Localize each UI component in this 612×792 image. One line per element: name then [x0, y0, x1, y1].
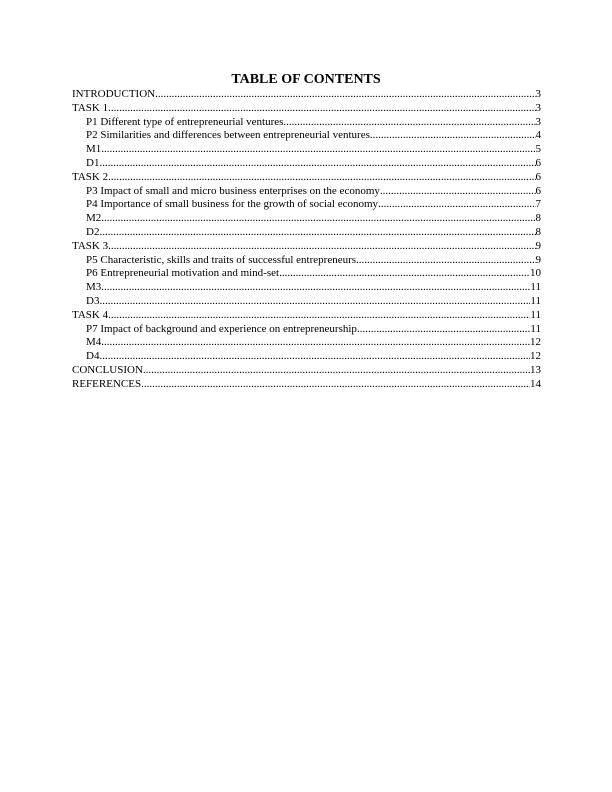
toc-dot-leader	[101, 281, 530, 295]
toc-dot-leader	[108, 171, 535, 185]
toc-entry[interactable]	[72, 295, 541, 309]
toc-dot-leader	[99, 157, 535, 171]
toc-dot-leader	[101, 212, 535, 226]
toc-entry-label: P5 Characteristic, skills and traits of successful entrepreneurs	[86, 253, 357, 266]
toc-dot-leader	[279, 267, 530, 281]
toc-entry-page-number: 6	[535, 184, 541, 197]
toc-dot-leader	[357, 323, 530, 337]
toc-entry[interactable]	[72, 309, 541, 323]
toc-entry-page-number: 7	[535, 198, 541, 211]
toc-entry-page-number: 3	[535, 88, 541, 100]
toc-entry-page-number: 3	[535, 101, 541, 114]
toc-entry-label: P4 Importance of small business for the growth of social economy	[86, 198, 379, 211]
toc-entry-page-number: 12	[530, 336, 541, 349]
toc-entry[interactable]	[72, 226, 541, 240]
toc-entry[interactable]	[72, 323, 541, 337]
toc-dot-leader	[108, 309, 530, 323]
toc-entry-label: D3	[86, 294, 100, 307]
toc-entry-label: REFERENCES	[72, 377, 142, 390]
toc-entry[interactable]	[72, 157, 541, 171]
toc-entry-label: TASK 2	[72, 170, 109, 183]
toc-entry[interactable]	[72, 143, 541, 157]
toc-entry[interactable]	[72, 212, 541, 226]
toc-entry-label: P1 Different type of entrepreneurial ventures	[86, 115, 284, 128]
toc-entry-label: D1	[86, 156, 100, 169]
toc-entry-label: INTRODUCTION	[72, 88, 156, 100]
toc-dot-leader	[155, 88, 535, 102]
toc-dot-leader	[380, 185, 536, 199]
toc-dot-leader	[143, 364, 530, 378]
toc-entry-page-number: 5	[535, 143, 541, 156]
toc-dot-leader	[370, 129, 536, 143]
toc-entry-label: M2	[86, 212, 102, 225]
toc-entry[interactable]	[72, 129, 541, 143]
toc-entry-page-number: 6	[535, 170, 541, 183]
toc-dot-leader	[378, 198, 535, 212]
toc-entry-page-number: 6	[535, 156, 541, 169]
toc-entry-page-number: 13	[530, 363, 541, 376]
toc-entry[interactable]	[72, 254, 541, 268]
toc-entry-label: D2	[86, 225, 100, 238]
toc-dot-leader	[99, 226, 535, 240]
toc-entry-label: TASK 1	[72, 101, 109, 114]
toc-entry[interactable]	[72, 267, 541, 281]
toc-entry[interactable]	[72, 350, 541, 364]
toc-dot-leader	[108, 102, 535, 116]
toc-dot-leader	[108, 240, 535, 254]
toc-list	[72, 88, 541, 392]
toc-entry[interactable]	[72, 171, 541, 185]
toc-entry-page-number: 9	[535, 239, 541, 252]
toc-entry[interactable]	[72, 240, 541, 254]
toc-entry-label: TASK 3	[72, 239, 109, 252]
toc-entry-label: CONCLUSION	[72, 363, 143, 376]
toc-dot-leader	[99, 295, 530, 309]
toc-entry-label: P3 Impact of small and micro business enterprises on the economy	[86, 184, 380, 197]
toc-entry-page-number: 14	[530, 377, 541, 390]
toc-entry[interactable]	[72, 378, 541, 392]
toc-dot-leader	[101, 143, 535, 157]
toc-entry-page-number: 11	[530, 294, 541, 307]
toc-entry-page-number: 11	[530, 308, 541, 321]
toc-dot-leader	[356, 254, 535, 268]
toc-dot-leader	[99, 350, 530, 364]
toc-entry[interactable]	[72, 88, 541, 102]
toc-entry-label: M3	[86, 281, 102, 294]
toc-entry-label: P2 Similarities and differences between entrepreneurial ventures	[86, 129, 370, 142]
toc-entry-page-number: 3	[535, 115, 541, 128]
toc-entry-label: P7 Impact of background and experience on entrepreneurship	[86, 322, 357, 335]
toc-dot-leader	[141, 378, 530, 392]
toc-entry[interactable]	[72, 102, 541, 116]
toc-entry[interactable]	[72, 185, 541, 199]
toc-entry-page-number: 8	[535, 225, 541, 238]
toc-entry-page-number: 11	[530, 281, 541, 294]
toc-entry-label: P6 Entrepreneurial motivation and mind-set	[86, 267, 280, 280]
toc-entry-page-number: 4	[535, 129, 541, 142]
toc-entry-label: M1	[86, 143, 102, 156]
toc-entry[interactable]	[72, 281, 541, 295]
toc-entry[interactable]	[72, 336, 541, 350]
toc-dot-leader	[283, 116, 535, 130]
toc-entry-page-number: 11	[530, 322, 541, 335]
toc-entry-label: M4	[86, 336, 102, 349]
toc-entry-label: TASK 4	[72, 308, 109, 321]
toc-entry-label: D4	[86, 350, 100, 363]
toc-entry-page-number: 8	[535, 212, 541, 225]
toc-entry-page-number: 12	[530, 350, 541, 363]
toc-entry[interactable]	[72, 116, 541, 130]
toc-entry-page-number: 10	[530, 267, 541, 280]
toc-entry[interactable]	[72, 198, 541, 212]
toc-title: TABLE OF CONTENTS	[231, 72, 381, 87]
toc-entry-page-number: 9	[535, 253, 541, 266]
toc-entry[interactable]	[72, 364, 541, 378]
toc-dot-leader	[101, 336, 530, 350]
